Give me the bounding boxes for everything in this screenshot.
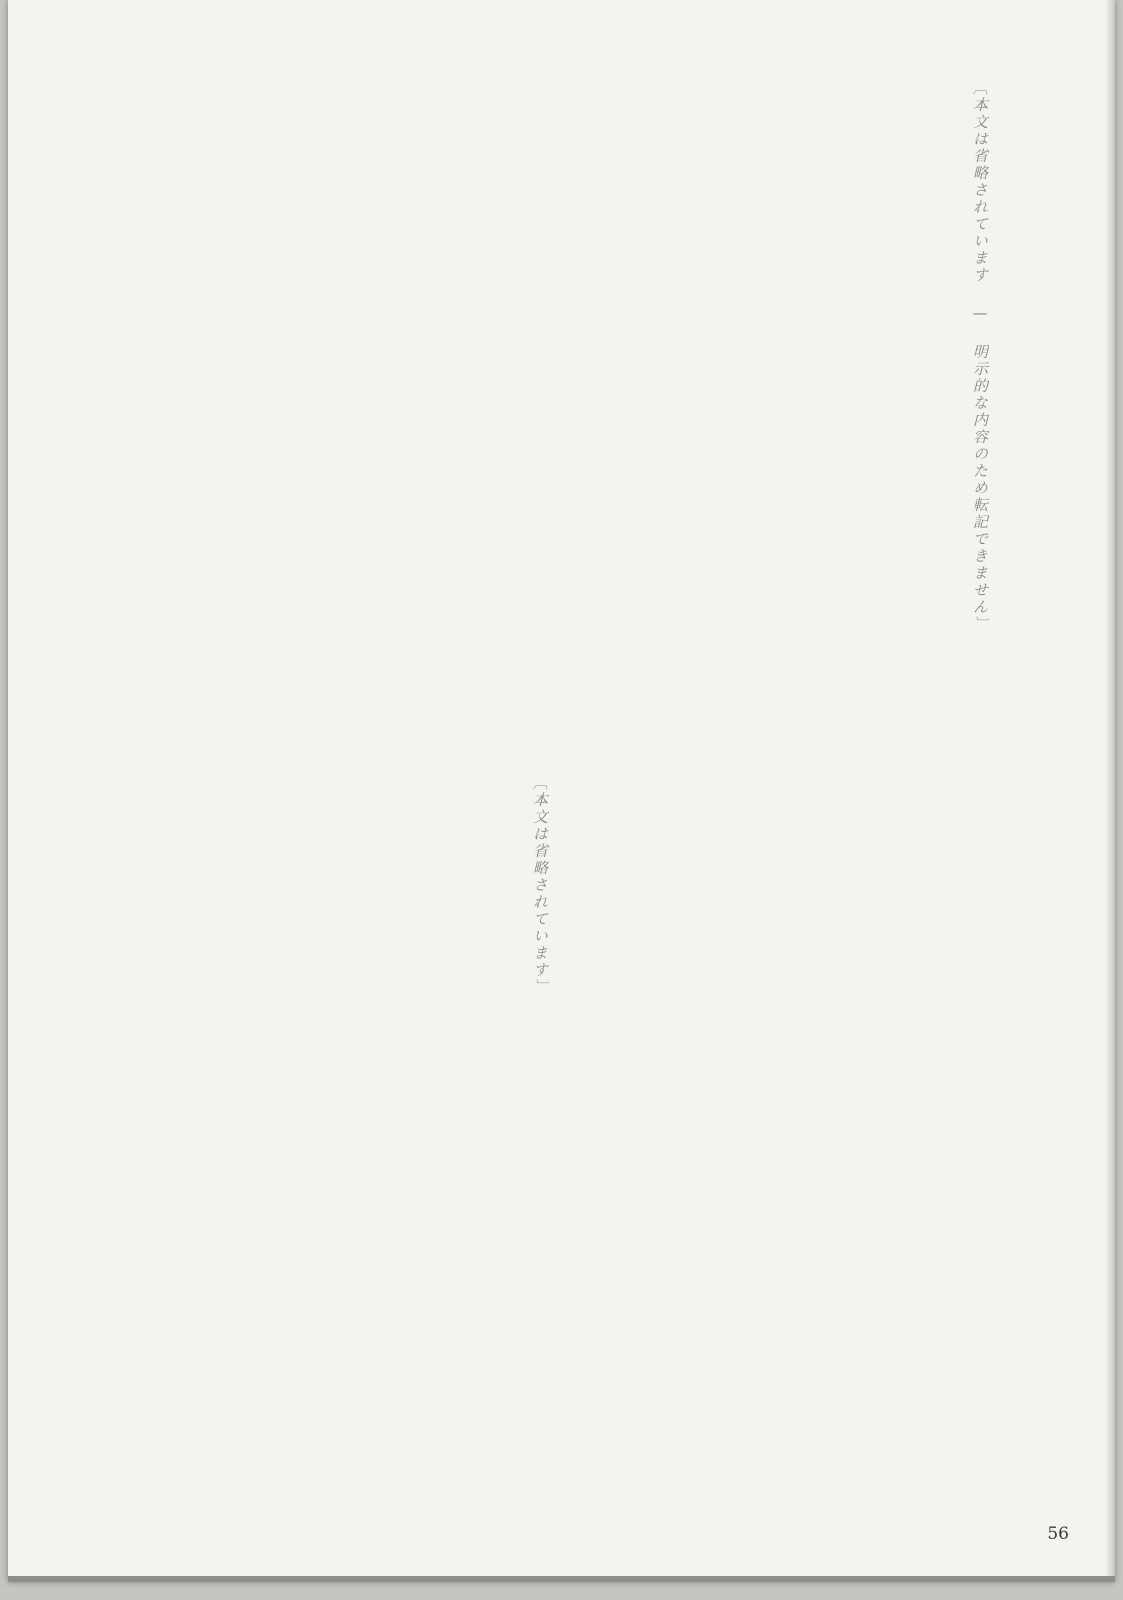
body-text-top-block: 〔本文は省略されています — 明示的な内容のため転記できません〕 — [971, 80, 989, 633]
page-edge-shadow — [1105, 0, 1115, 1582]
body-text-bottom-block: 〔本文は省略されています〕 — [531, 775, 549, 996]
page-number: 56 — [1047, 1524, 1069, 1544]
scan-edge-line — [8, 1576, 1115, 1582]
book-page — [8, 0, 1115, 1582]
